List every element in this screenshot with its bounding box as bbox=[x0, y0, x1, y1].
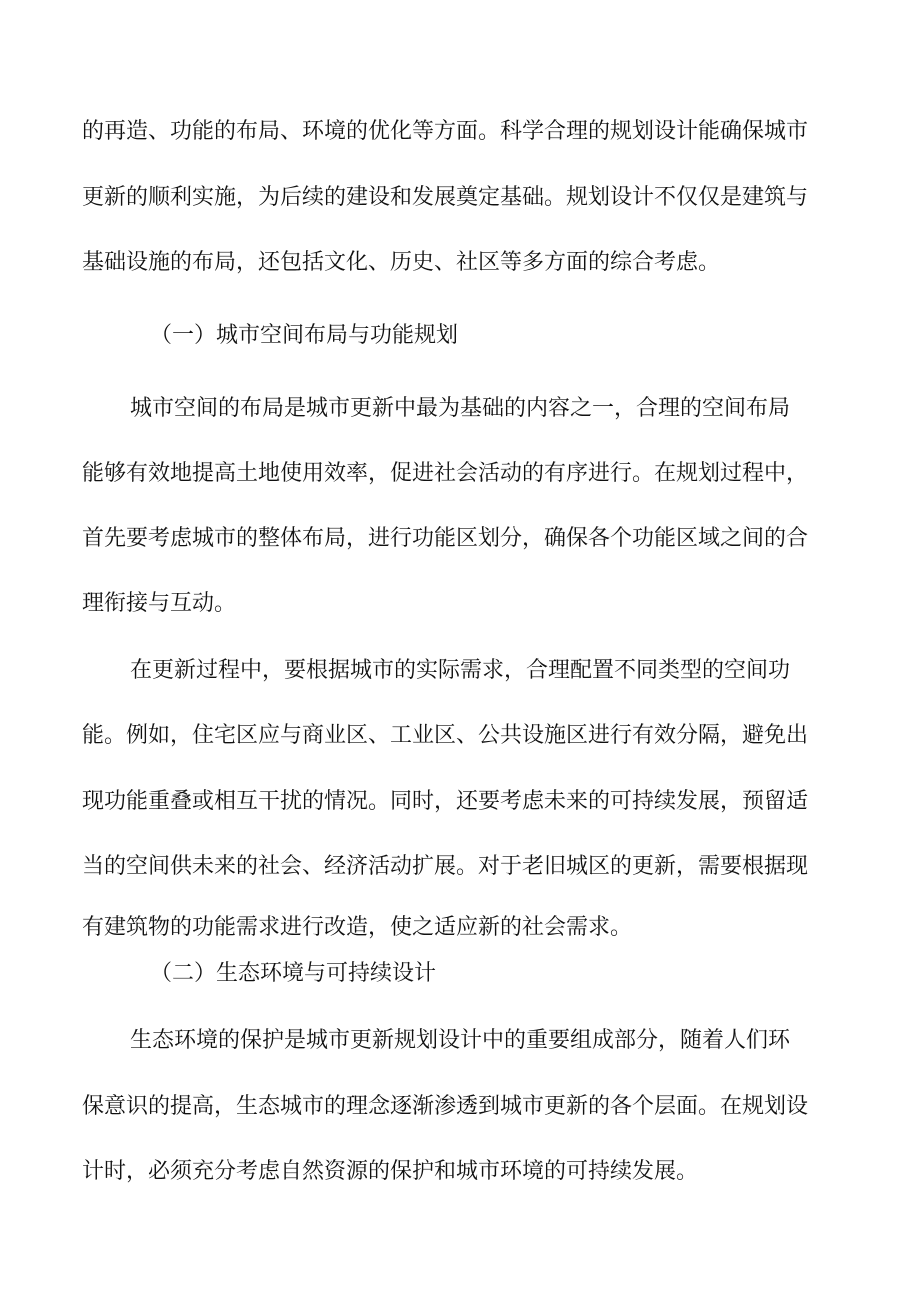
section-heading-1: （一）城市空间布局与功能规划 bbox=[150, 323, 459, 348]
text-line: 生态环境的保护是城市更新规划设计中的重要组成部分，随着人们环 bbox=[130, 1028, 791, 1053]
text-line: 的再造、功能的布局、环境的优化等方面。科学合理的规划设计能确保城市 bbox=[82, 119, 809, 144]
text-line: 能。例如，住宅区应与商业区、工业区、公共设施区进行有效分隔，避免出 bbox=[82, 723, 809, 748]
text-line: 在更新过程中，要根据城市的实际需求，合理配置不同类型的空间功 bbox=[130, 658, 791, 683]
text-line: 能够有效地提高土地使用效率，促进社会活动的有序进行。在规划过程中， bbox=[82, 461, 809, 486]
text-line: 保意识的提高，生态城市的理念逐渐渗透到城市更新的各个层面。在规划设 bbox=[82, 1094, 809, 1119]
text-line: 现功能重叠或相互干扰的情况。同时，还要考虑未来的可持续发展，预留适 bbox=[82, 789, 809, 814]
section-heading-2: （二）生态环境与可持续设计 bbox=[150, 961, 437, 986]
text-line: 基础设施的布局，还包括文化、历史、社区等多方面的综合考虑。 bbox=[82, 250, 721, 275]
text-line: 首先要考虑城市的整体布局，进行功能区划分，确保各个功能区域之间的合 bbox=[82, 526, 809, 551]
text-line: 有建筑物的功能需求进行改造，使之适应新的社会需求。 bbox=[82, 915, 633, 940]
text-line: 城市空间的布局是城市更新中最为基础的内容之一，合理的空间布局 bbox=[130, 396, 791, 421]
text-line: 当的空间供未来的社会、经济活动扩展。对于老旧城区的更新，需要根据现 bbox=[82, 854, 809, 879]
text-line: 计时，必须充分考虑自然资源的保护和城市环境的可持续发展。 bbox=[82, 1159, 699, 1184]
text-line: 理衔接与互动。 bbox=[82, 591, 237, 616]
text-line: 更新的顺利实施，为后续的建设和发展奠定基础。规划设计不仅仅是建筑与 bbox=[82, 185, 809, 210]
